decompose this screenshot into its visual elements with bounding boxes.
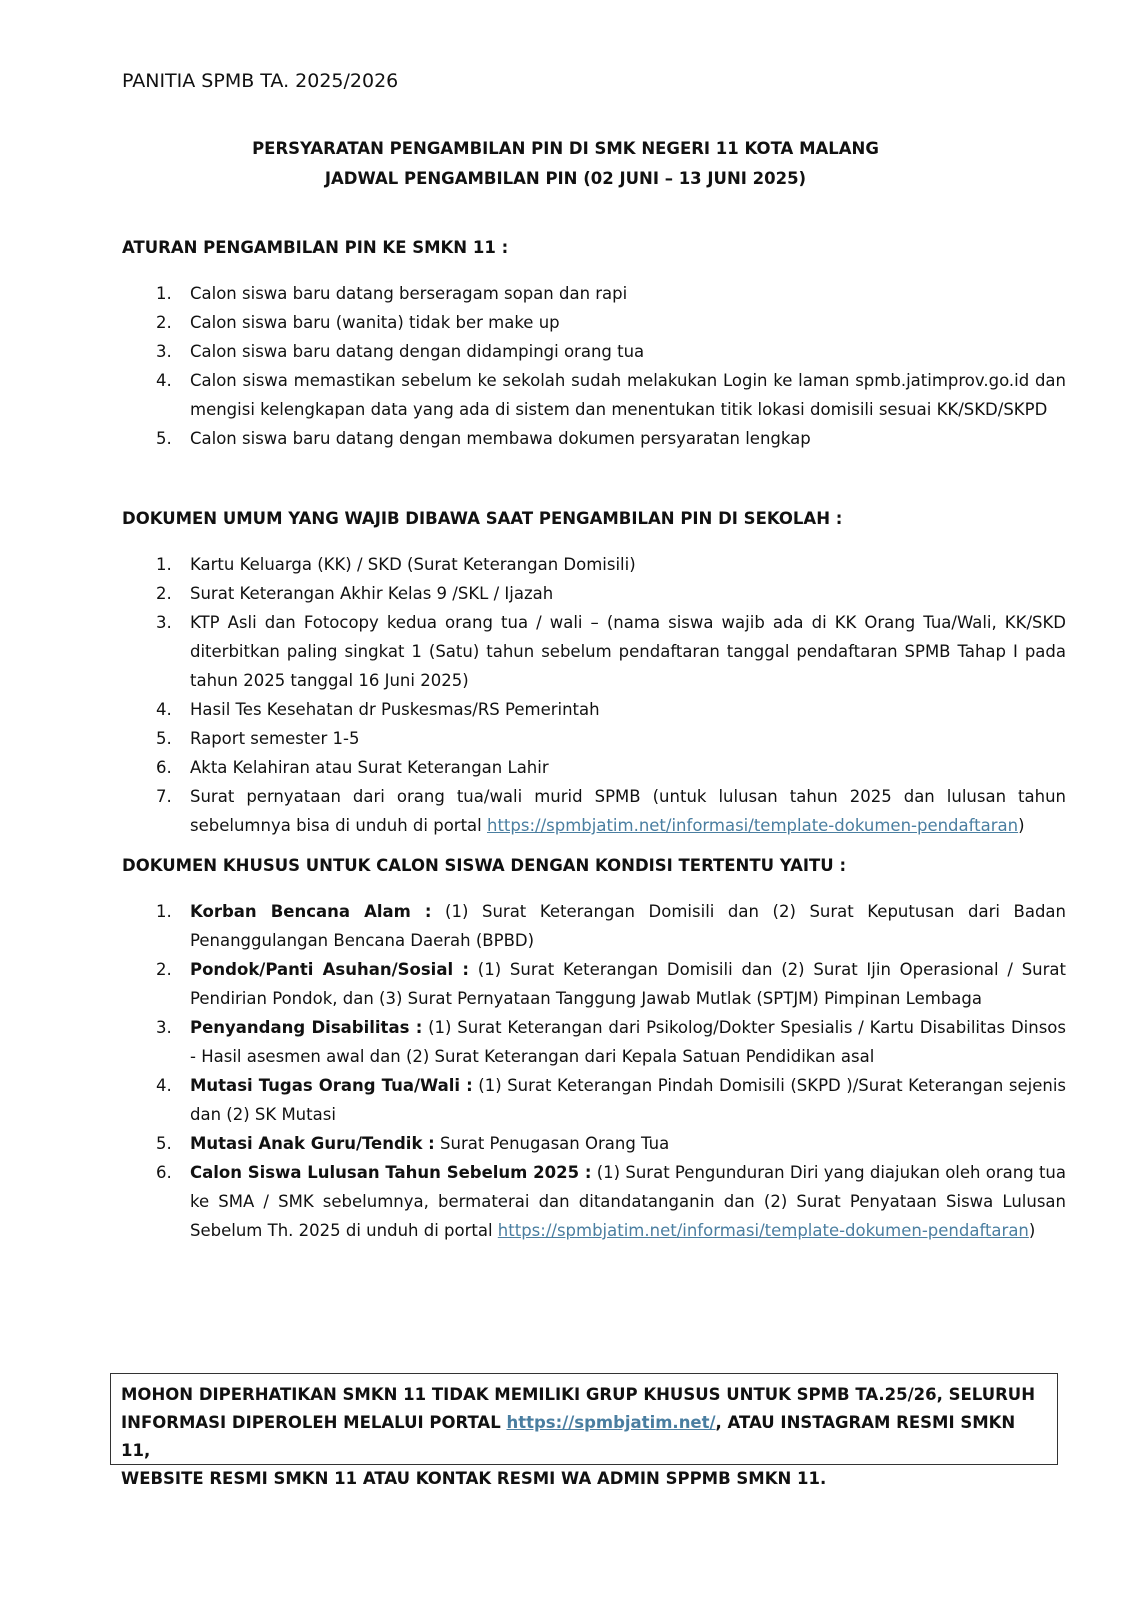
list-item (146, 955, 1066, 1013)
item-text: Calon siswa baru datang berseragam sopan dan rapi (190, 284, 628, 303)
special-docs-list (146, 897, 1066, 1245)
committee-header: PANITIA SPMB TA. 2025/2026 (122, 70, 399, 92)
list-item (146, 1158, 1066, 1245)
list-item (146, 279, 1066, 308)
item-text: Calon siswa memastikan sebelum ke sekolah sudah melakukan Login ke laman spmb.jatimprov.go.id dan mengisi kelengkapan data yang ada di sistem dan menentukan titik lokasi domisili sesuai KK/SKD/SKPD (190, 371, 1066, 419)
item-number: 1. (156, 555, 172, 574)
notice-line-3: WEBSITE RESMI SMKN 11 ATAU KONTAK RESMI WA ADMIN SPPMB SMKN 11. (121, 1469, 827, 1488)
item-number: 3. (156, 342, 172, 361)
template-download-link[interactable]: https://spmbjatim.net/informasi/template-dokumen-pendaftaran (497, 1221, 1029, 1240)
general-docs-list (146, 550, 1066, 840)
item-text: Kartu Keluarga (KK) / SKD (Surat Keterangan Domisili) (190, 555, 636, 574)
notice-box (110, 1373, 1058, 1488)
item-text: (1) Surat Keterangan Domisili dan (2) Surat Ijin Operasional / Surat Pendirian Pondok, dan (3) Surat Pernyataan Tanggung Jawab Mutlak (SPTJM) Pimpinan Lembaga (190, 960, 1066, 1008)
item-number: 4. (156, 371, 172, 390)
item-text-end: ) (1018, 816, 1025, 835)
item-text: KTP Asli dan Fotocopy kedua orang tua / wali – (nama siswa wajib ada di KK Orang Tua/Wali, KK/SKD diterbitkan paling singkat 1 (Satu) tahun sebelum pendaftaran tanggal pendaftaran SPMB Tahap I pada tahun 2025 tanggal 16 Juni 2025) (190, 613, 1066, 690)
notice-text: , ATAU INSTAGRAM RESMI SMKN 11, (121, 1413, 1016, 1460)
list-item (146, 695, 1066, 724)
rules-heading: ATURAN PENGAMBILAN PIN KE SMKN 11 : (122, 238, 509, 257)
item-number: 7. (156, 787, 172, 806)
list-item (146, 337, 1066, 366)
item-label: Mutasi Tugas Orang Tua/Wali : (190, 1076, 473, 1095)
general-docs-heading: DOKUMEN UMUM YANG WAJIB DIBAWA SAAT PENGAMBILAN PIN DI SEKOLAH : (122, 509, 843, 528)
portal-link[interactable]: https://spmbjatim.net/ (506, 1413, 716, 1432)
item-label: Korban Bencana Alam : (190, 902, 432, 921)
item-number: 1. (156, 902, 172, 921)
special-docs-heading: DOKUMEN KHUSUS UNTUK CALON SISWA DENGAN KONDISI TERTENTU YAITU : (122, 856, 847, 875)
list-item (146, 608, 1066, 695)
item-text: (1) Surat Keterangan dari Psikolog/Dokter Spesialis / Kartu Disabilitas Dinsos - Hasil asesmen awal dan (2) Surat Keterangan dari Kepala Satuan Pendidikan asal (190, 1018, 1066, 1066)
list-item (146, 724, 1066, 753)
item-label: Pondok/Panti Asuhan/Sosial : (190, 960, 469, 979)
item-text: Surat Penugasan Orang Tua (434, 1134, 670, 1153)
item-number: 2. (156, 313, 172, 332)
list-item (146, 1071, 1066, 1129)
list-item (146, 308, 1066, 337)
item-number: 6. (156, 758, 172, 777)
item-number: 2. (156, 584, 172, 603)
item-label: Penyandang Disabilitas : (190, 1018, 423, 1037)
list-item (146, 1013, 1066, 1071)
template-download-link[interactable]: https://spmbjatim.net/informasi/template-dokumen-pendaftaran (487, 816, 1019, 835)
item-number: 4. (156, 700, 172, 719)
list-item (146, 550, 1066, 579)
item-text: Calon siswa baru datang dengan didampingi orang tua (190, 342, 645, 361)
item-number: 2. (156, 960, 172, 979)
list-item (146, 897, 1066, 955)
document-title: PERSYARATAN PENGAMBILAN PIN DI SMK NEGERI 11 KOTA MALANG (252, 139, 879, 158)
item-text: Surat pernyataan dari orang tua/wali murid SPMB (untuk lulusan tahun 2025 dan lulusan tahun sebelumnya bisa di unduh di portal (190, 787, 1066, 835)
item-number: 6. (156, 1163, 172, 1182)
schedule-title: JADWAL PENGAMBILAN PIN (02 JUNI – 13 JUNI 2025) (324, 169, 807, 188)
item-text: Calon siswa baru datang dengan membawa dokumen persyaratan lengkap (190, 429, 811, 448)
item-text: Akta Kelahiran atau Surat Keterangan Lahir (190, 758, 549, 777)
item-text: Raport semester 1-5 (190, 729, 360, 748)
notice-text: INFORMASI DIPEROLEH MELALUI PORTAL (121, 1413, 507, 1432)
list-item (146, 782, 1066, 840)
item-number: 1. (156, 284, 172, 303)
item-number: 4. (156, 1076, 172, 1095)
list-item (146, 1129, 1066, 1158)
notice-line-2 (121, 1409, 1047, 1465)
item-number: 5. (156, 729, 172, 748)
item-text: Hasil Tes Kesehatan dr Puskesmas/RS Pemerintah (190, 700, 600, 719)
item-text: (1) Surat Keterangan Pindah Domisili (SKPD )/Surat Keterangan sejenis dan (2) SK Mutasi (190, 1076, 1066, 1124)
rules-list (146, 279, 1066, 453)
item-number: 5. (156, 429, 172, 448)
item-label: Mutasi Anak Guru/Tendik : (190, 1134, 435, 1153)
item-text: (1) Surat Pengunduran Diri yang diajukan oleh orang tua ke SMA / SMK sebelumnya, bermaterai dan ditandatanganin dan (2) Surat Penyataan Siswa Lulusan Sebelum Th. 2025 di unduh di portal (190, 1163, 1066, 1240)
item-text-end: ) (1028, 1221, 1036, 1240)
item-text: Surat Keterangan Akhir Kelas 9 /SKL / Ijazah (190, 584, 554, 603)
notice-line-1: MOHON DIPERHATIKAN SMKN 11 TIDAK MEMILIKI GRUP KHUSUS UNTUK SPMB TA.25/26, SELURUH (121, 1385, 1036, 1404)
list-item (146, 366, 1066, 424)
item-label: Calon Siswa Lulusan Tahun Sebelum 2025 : (190, 1163, 592, 1182)
item-number: 3. (156, 613, 172, 632)
list-item (146, 579, 1066, 608)
item-text: (1) Surat Keterangan Domisili dan (2) Surat Keputusan dari Badan Penanggulangan Bencana Daerah (BPBD) (190, 902, 1066, 950)
item-number: 3. (156, 1018, 172, 1037)
list-item (146, 424, 1066, 453)
list-item (146, 753, 1066, 782)
item-text: Calon siswa baru (wanita) tidak ber make up (190, 313, 560, 332)
item-number: 5. (156, 1134, 172, 1153)
